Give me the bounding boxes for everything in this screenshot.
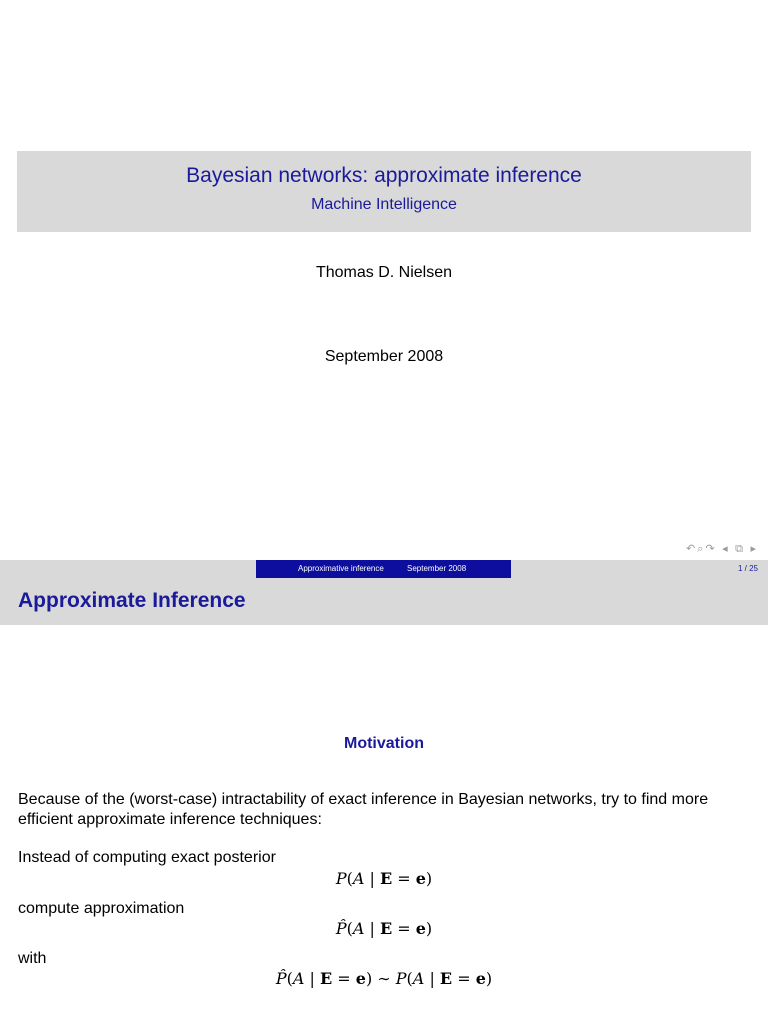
paragraph-instead: Instead of computing exact posterior [18, 849, 276, 866]
presentation-title: Bayesian networks: approximate inference [186, 164, 582, 187]
presentation-subtitle: Machine Intelligence [311, 196, 457, 213]
block-title: Motivation [344, 735, 424, 752]
paragraph-line: efficient approximate inference techniques: [18, 811, 322, 828]
page-number: 1 / 25 [737, 564, 758, 573]
author: Thomas D. Nielsen [315, 264, 453, 281]
equation-approximation: P̂(A | E = e) [335, 919, 433, 938]
footer-bar [0, 560, 768, 578]
presentation-date: September 2008 [324, 348, 444, 365]
paragraph-compute: compute approximation [18, 900, 185, 917]
navigation-icons[interactable]: ↶⌕↷ ◂ ⧉ ▸ [686, 542, 758, 555]
frame-title: Approximate Inference [18, 589, 246, 612]
footer-short-date: September 2008 [407, 564, 467, 573]
footer-short-title: Approximative inference [298, 564, 384, 573]
equation-similarity: P̂(A | E = e) ∼ P(A | E = e) [275, 969, 493, 988]
equation-exact-posterior: P(A | E = e) [335, 869, 433, 888]
paragraph-with: with [18, 950, 47, 967]
paragraph-line: Because of the (worst-case) intractability of exact inference in Bayesian networks, try to find more [18, 791, 709, 808]
footer-info-box [256, 560, 511, 578]
